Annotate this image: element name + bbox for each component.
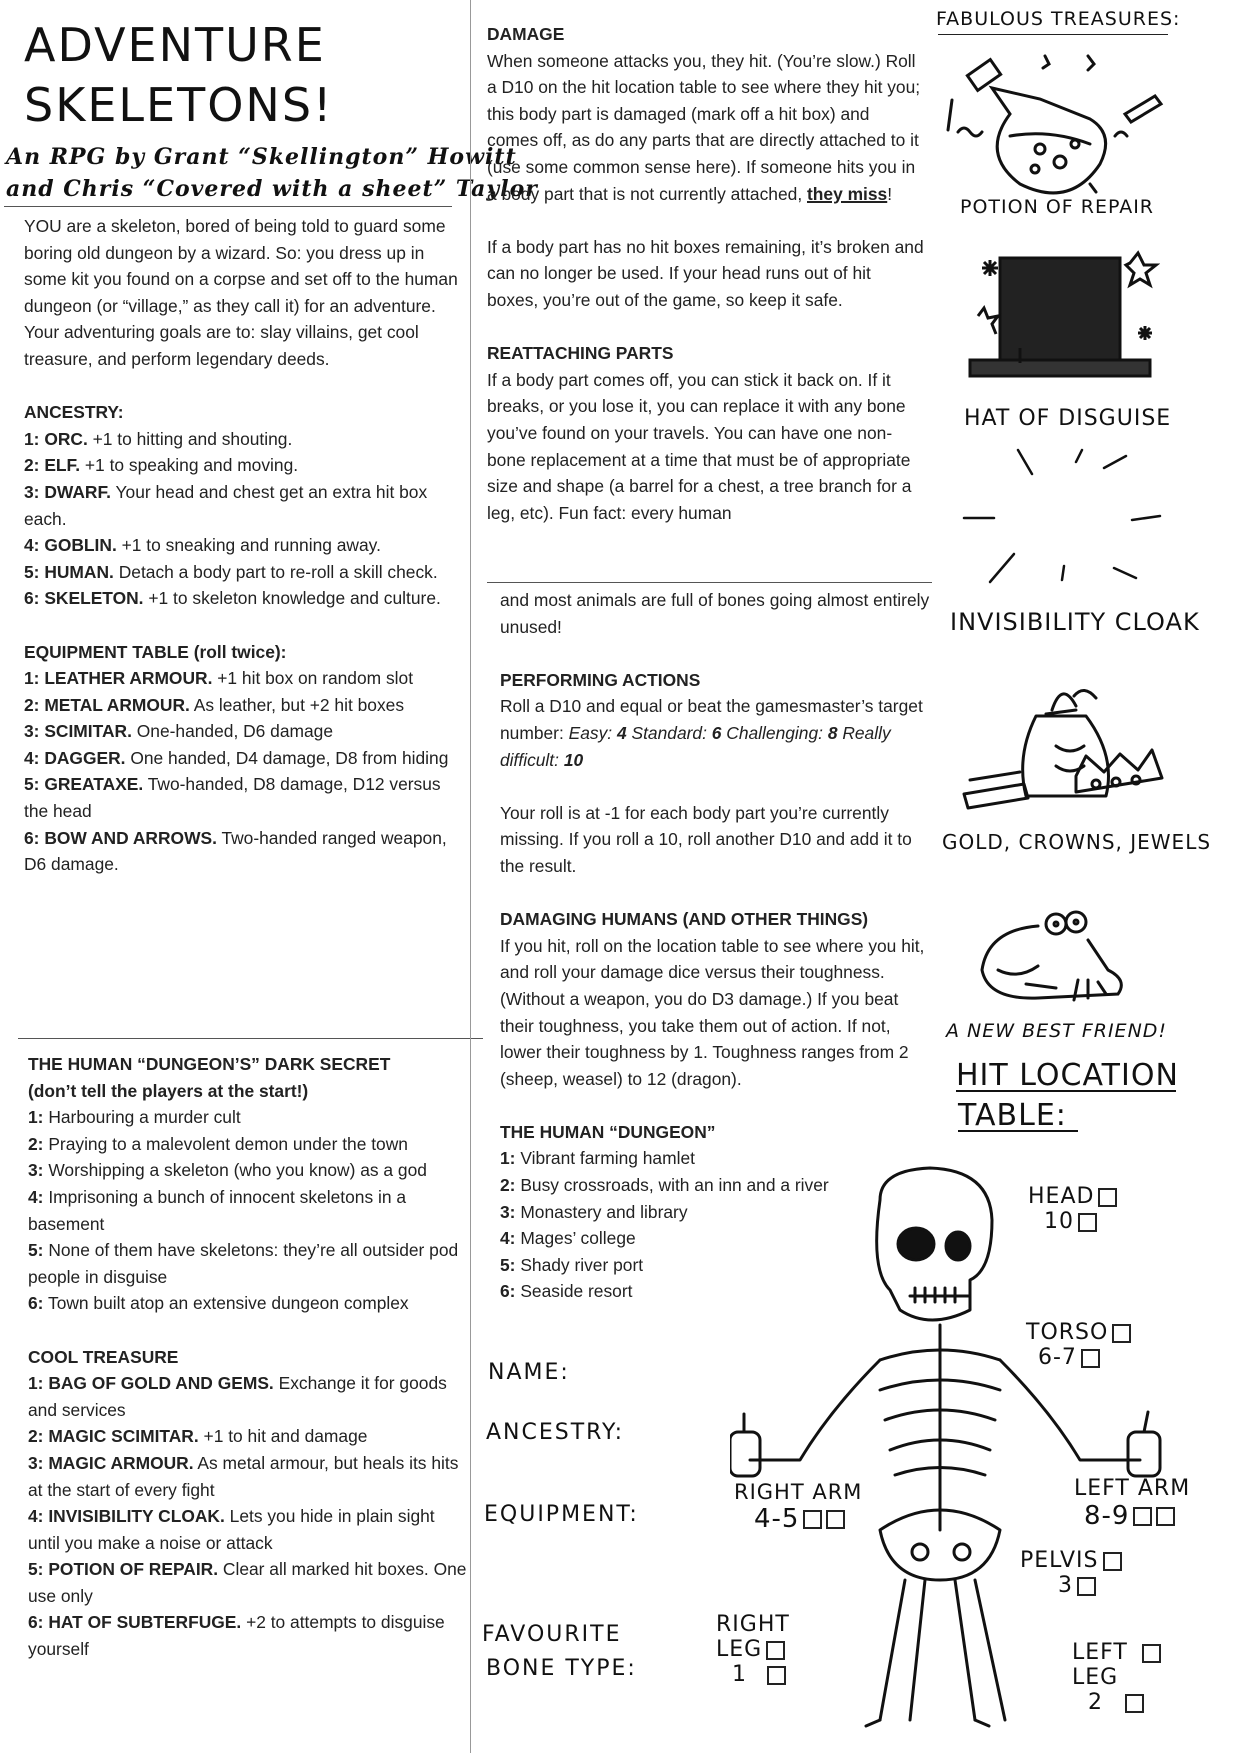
hit-box[interactable] (767, 1666, 786, 1685)
treasure-item: 4: INVISIBILITY CLOAK. Lets you hide in plain sight until you make a noise or attack (28, 1506, 435, 1553)
title-line-2: SKELETONS! (24, 78, 334, 132)
hit-box[interactable] (1112, 1324, 1131, 1343)
damage-heading: DAMAGE (487, 24, 565, 44)
potion-of-repair-drawing (940, 44, 1170, 204)
left-column-top (24, 213, 464, 878)
treasure-item: 5: POTION OF REPAIR. Clear all marked hit boxes. One use only (28, 1559, 467, 1606)
hit-pelvis-range: 3 (1020, 1573, 1122, 1598)
hit-right-leg-label-2: LEG (716, 1637, 790, 1662)
middle-column-top (487, 21, 925, 526)
byline-line-1: An RPG by Grant “Skellington” Howitt (6, 144, 517, 170)
actions-heading: PERFORMING ACTIONS (500, 669, 701, 690)
frog-friend-drawing (968, 900, 1148, 1010)
hat-caption: HAT OF DISGUISE (964, 406, 1172, 431)
intro-text: YOU are a skeleton, bored of being told to guard some boring old dungeon by a wizard. So: you dress up in some kit you found on a corpse and set off to the human dungeon (or “village,” as they call it) for an adventure. Your adventuring goals are to: slay villains, get cool treasure, and perform legendary deeds. (24, 216, 458, 369)
equipment-item: 4: DAGGER. One handed, D4 damage, D8 from hiding (24, 747, 449, 768)
human-dungeon-item: 1: Vibrant farming hamlet (500, 1148, 695, 1169)
hit-left-leg (1072, 1640, 1161, 1715)
hit-torso-label: TORSO (1026, 1320, 1131, 1345)
sheet-name-label: NAME: (488, 1360, 570, 1385)
ancestry-heading: ANCESTRY: (24, 402, 124, 423)
human-dungeon-item: 6: Seaside resort (500, 1281, 633, 1302)
hit-right-leg (716, 1612, 790, 1687)
column-divider (470, 0, 471, 1753)
sheet-equipment-label: EQUIPMENT: (484, 1502, 639, 1527)
secret-item: 6: Town built atop an extensive dungeon complex (28, 1293, 409, 1314)
ancestry-item: 5: HUMAN. Detach a body part to re-roll a skill check. (24, 561, 438, 582)
sheet-ancestry-label: ANCESTRY: (486, 1420, 624, 1445)
equipment-item: 6: BOW AND ARROWS. Two-handed ranged weapon, D6 damage. (24, 827, 447, 875)
ancestry-item: 1: ORC. +1 to hitting and shouting. (24, 428, 293, 449)
hit-table-heading-1: HIT LOCATION (956, 1058, 1179, 1093)
hit-box[interactable] (826, 1510, 845, 1529)
hit-box[interactable] (1077, 1577, 1096, 1596)
treasure-item: 3: MAGIC ARMOUR. As metal armour, but heals its hits at the start of every fight (28, 1452, 459, 1500)
secret-item: 1: Harbouring a murder cult (28, 1107, 241, 1128)
hit-head-range: 10 (1028, 1209, 1117, 1234)
treasure-item: 6: HAT OF SUBTERFUGE. +2 to attempts to disguise yourself (28, 1612, 445, 1660)
middle-divider-rule (487, 582, 932, 583)
hit-torso (1026, 1320, 1131, 1370)
hit-right-leg-label-1: RIGHT (716, 1612, 790, 1637)
hit-right-leg-range: 1 (716, 1662, 790, 1687)
hit-box[interactable] (1125, 1694, 1144, 1713)
gold-crowns-jewels-drawing (956, 676, 1176, 816)
hit-left-arm-range: 8-9 (1074, 1501, 1190, 1531)
hit-pelvis (1020, 1548, 1122, 1598)
ancestry-item: 2: ELF. +1 to speaking and moving. (24, 455, 299, 476)
actions-text: Roll a D10 and equal or beat the gamesmaster’s target number: Easy: 4 Standard: 6 Challenging: 8 Really difficult: 10 (500, 696, 923, 770)
hit-table-underline-2 (958, 1130, 1078, 1132)
human-dungeon-item: 4: Mages’ college (500, 1228, 636, 1249)
treasures-heading: FABULOUS TREASURES: (936, 8, 1181, 30)
secret-item: 4: Imprisoning a bunch of innocent skeletons in a basement (28, 1186, 407, 1234)
treasure-item: 2: MAGIC SCIMITAR. +1 to hit and damage (28, 1426, 368, 1447)
actions-para-2: Your roll is at -1 for each body part you’re currently missing. If you roll a 10, roll another D10 and add it to the result. (500, 802, 912, 876)
hit-left-arm (1074, 1476, 1190, 1531)
hit-right-arm-label: RIGHT ARM (734, 1480, 863, 1504)
left-divider-rule (18, 1038, 483, 1039)
cloak-caption: INVISIBILITY CLOAK (950, 608, 1200, 636)
potion-caption: POTION OF REPAIR (960, 196, 1155, 218)
secret-item: 2: Praying to a malevolent demon under the town (28, 1133, 408, 1154)
equipment-item: 2: METAL ARMOUR. As leather, but +2 hit boxes (24, 694, 405, 715)
hit-head-label: HEAD (1028, 1184, 1117, 1209)
hit-box[interactable] (1078, 1213, 1097, 1232)
ancestry-item: 6: SKELETON. +1 to skeleton knowledge and culture. (24, 588, 441, 609)
reattaching-heading: REATTACHING PARTS (487, 343, 674, 364)
hit-left-leg-range: 2 (1072, 1690, 1161, 1715)
hit-head (1028, 1184, 1117, 1234)
hit-box[interactable] (1098, 1188, 1117, 1207)
equipment-item: 1: LEATHER ARMOUR. +1 hit box on random slot (24, 668, 414, 689)
byline-line-2: and Chris “Covered with a sheet” Taylor (6, 176, 538, 202)
treasure-heading: COOL TREASURE (28, 1346, 179, 1367)
equipment-item: 5: GREATAXE. Two-handed, D8 damage, D12 versus the head (24, 774, 441, 822)
they-miss-emphasis: they miss (807, 183, 888, 204)
equipment-item: 3: SCIMITAR. One-handed, D6 damage (24, 721, 334, 742)
human-dungeon-item: 5: Shady river port (500, 1254, 644, 1275)
hit-torso-range: 6-7 (1026, 1345, 1131, 1370)
secret-item: 3: Worshipping a skeleton (who you know) as a god (28, 1160, 427, 1181)
ancestry-item: 4: GOBLIN. +1 to sneaking and running away. (24, 535, 381, 556)
sheet-bone-label-2: BONE TYPE: (486, 1656, 637, 1681)
title-line-1: ADVENTURE (24, 18, 326, 72)
hit-left-arm-label: LEFT ARM (1074, 1476, 1191, 1501)
damage-text: When someone attacks you, they hit. (You’re slow.) Roll a D10 on the hit location table to see where they hit you; this body part is damaged (mark off a hit box) and comes off, as do any parts that are directly attached to it (use some common sense here). If someone hits you in a body part that is not currently attached, they miss! (487, 50, 921, 204)
treasures-underline (938, 34, 1168, 35)
treasure-item: 1: BAG OF GOLD AND GEMS. Exchange it for goods and services (28, 1373, 447, 1420)
reattaching-text-continued: and most animals are full of bones going almost entirely unused! (500, 590, 930, 637)
human-dungeon-heading: THE HUMAN “DUNGEON” (500, 1121, 716, 1142)
hit-right-arm (734, 1480, 862, 1534)
hit-table-underline-1 (956, 1090, 1176, 1092)
hit-left-leg-label-2: LEG (1072, 1665, 1119, 1690)
hat-of-disguise-drawing (960, 238, 1160, 398)
gold-caption: GOLD, CROWNS, JEWELS (942, 830, 1212, 854)
hit-pelvis-label: PELVIS (1020, 1548, 1122, 1573)
header-rule (4, 206, 452, 207)
hit-box[interactable] (1133, 1507, 1152, 1526)
human-dungeon-item: 3: Monastery and library (500, 1201, 688, 1222)
damage-para-2: If a body part has no hit boxes remaining, it’s broken and can no longer be used. If your head runs out of hit boxes, you’re out of the game, so keep it safe. (487, 236, 924, 310)
invisibility-cloak-drawing (950, 440, 1170, 600)
damaging-humans-text: If you hit, roll on the location table to see where you hit, and roll your damage dice versus their toughness. (Without a weapon, you do D3 damage.) If you beat their toughness, you take them out of action. If not, lower their toughness by 1. Toughness ranges from 2 (sheep, weasel) to 12 (dragon). (500, 935, 925, 1089)
friend-caption: A NEW BEST FRIEND! (946, 1020, 1168, 1042)
hit-table-heading-2: TABLE: (958, 1098, 1067, 1133)
left-column-bottom (28, 1051, 468, 1663)
ancestry-item: 3: DWARF. Your head and chest get an extra hit box each. (24, 481, 428, 529)
equipment-heading: EQUIPMENT TABLE (roll twice): (24, 641, 287, 662)
reattaching-text: If a body part comes off, you can stick it back on. If it breaks, or you lose it, you can replace it with any bone you’ve found on your travels. You can have one non-bone replacement at a time that must be of appropriate size and shape (a barrel for a chest, a tree branch for a leg, etc). Fun fact: every human (487, 369, 912, 523)
hit-box[interactable] (1081, 1349, 1100, 1368)
sheet-bone-label-1: FAVOURITE (482, 1622, 622, 1647)
secret-subheading: (don’t tell the players at the start!) (28, 1080, 309, 1101)
hit-box[interactable] (1142, 1644, 1161, 1663)
hit-box[interactable] (1103, 1552, 1122, 1571)
hit-box[interactable] (1156, 1507, 1175, 1526)
hit-right-arm-range: 4-5 (734, 1504, 862, 1534)
secret-heading: THE HUMAN “DUNGEON’S” DARK SECRET (28, 1054, 391, 1074)
hit-box[interactable] (766, 1641, 785, 1660)
damaging-humans-heading: DAMAGING HUMANS (AND OTHER THINGS) (500, 909, 869, 930)
hit-left-leg-label-1: LEFT (1072, 1640, 1161, 1665)
human-dungeon-item: 2: Busy crossroads, with an inn and a river (500, 1175, 829, 1196)
secret-item: 5: None of them have skeletons: they’re all outsider pod people in disguise (28, 1240, 459, 1287)
hit-box[interactable] (803, 1510, 822, 1529)
